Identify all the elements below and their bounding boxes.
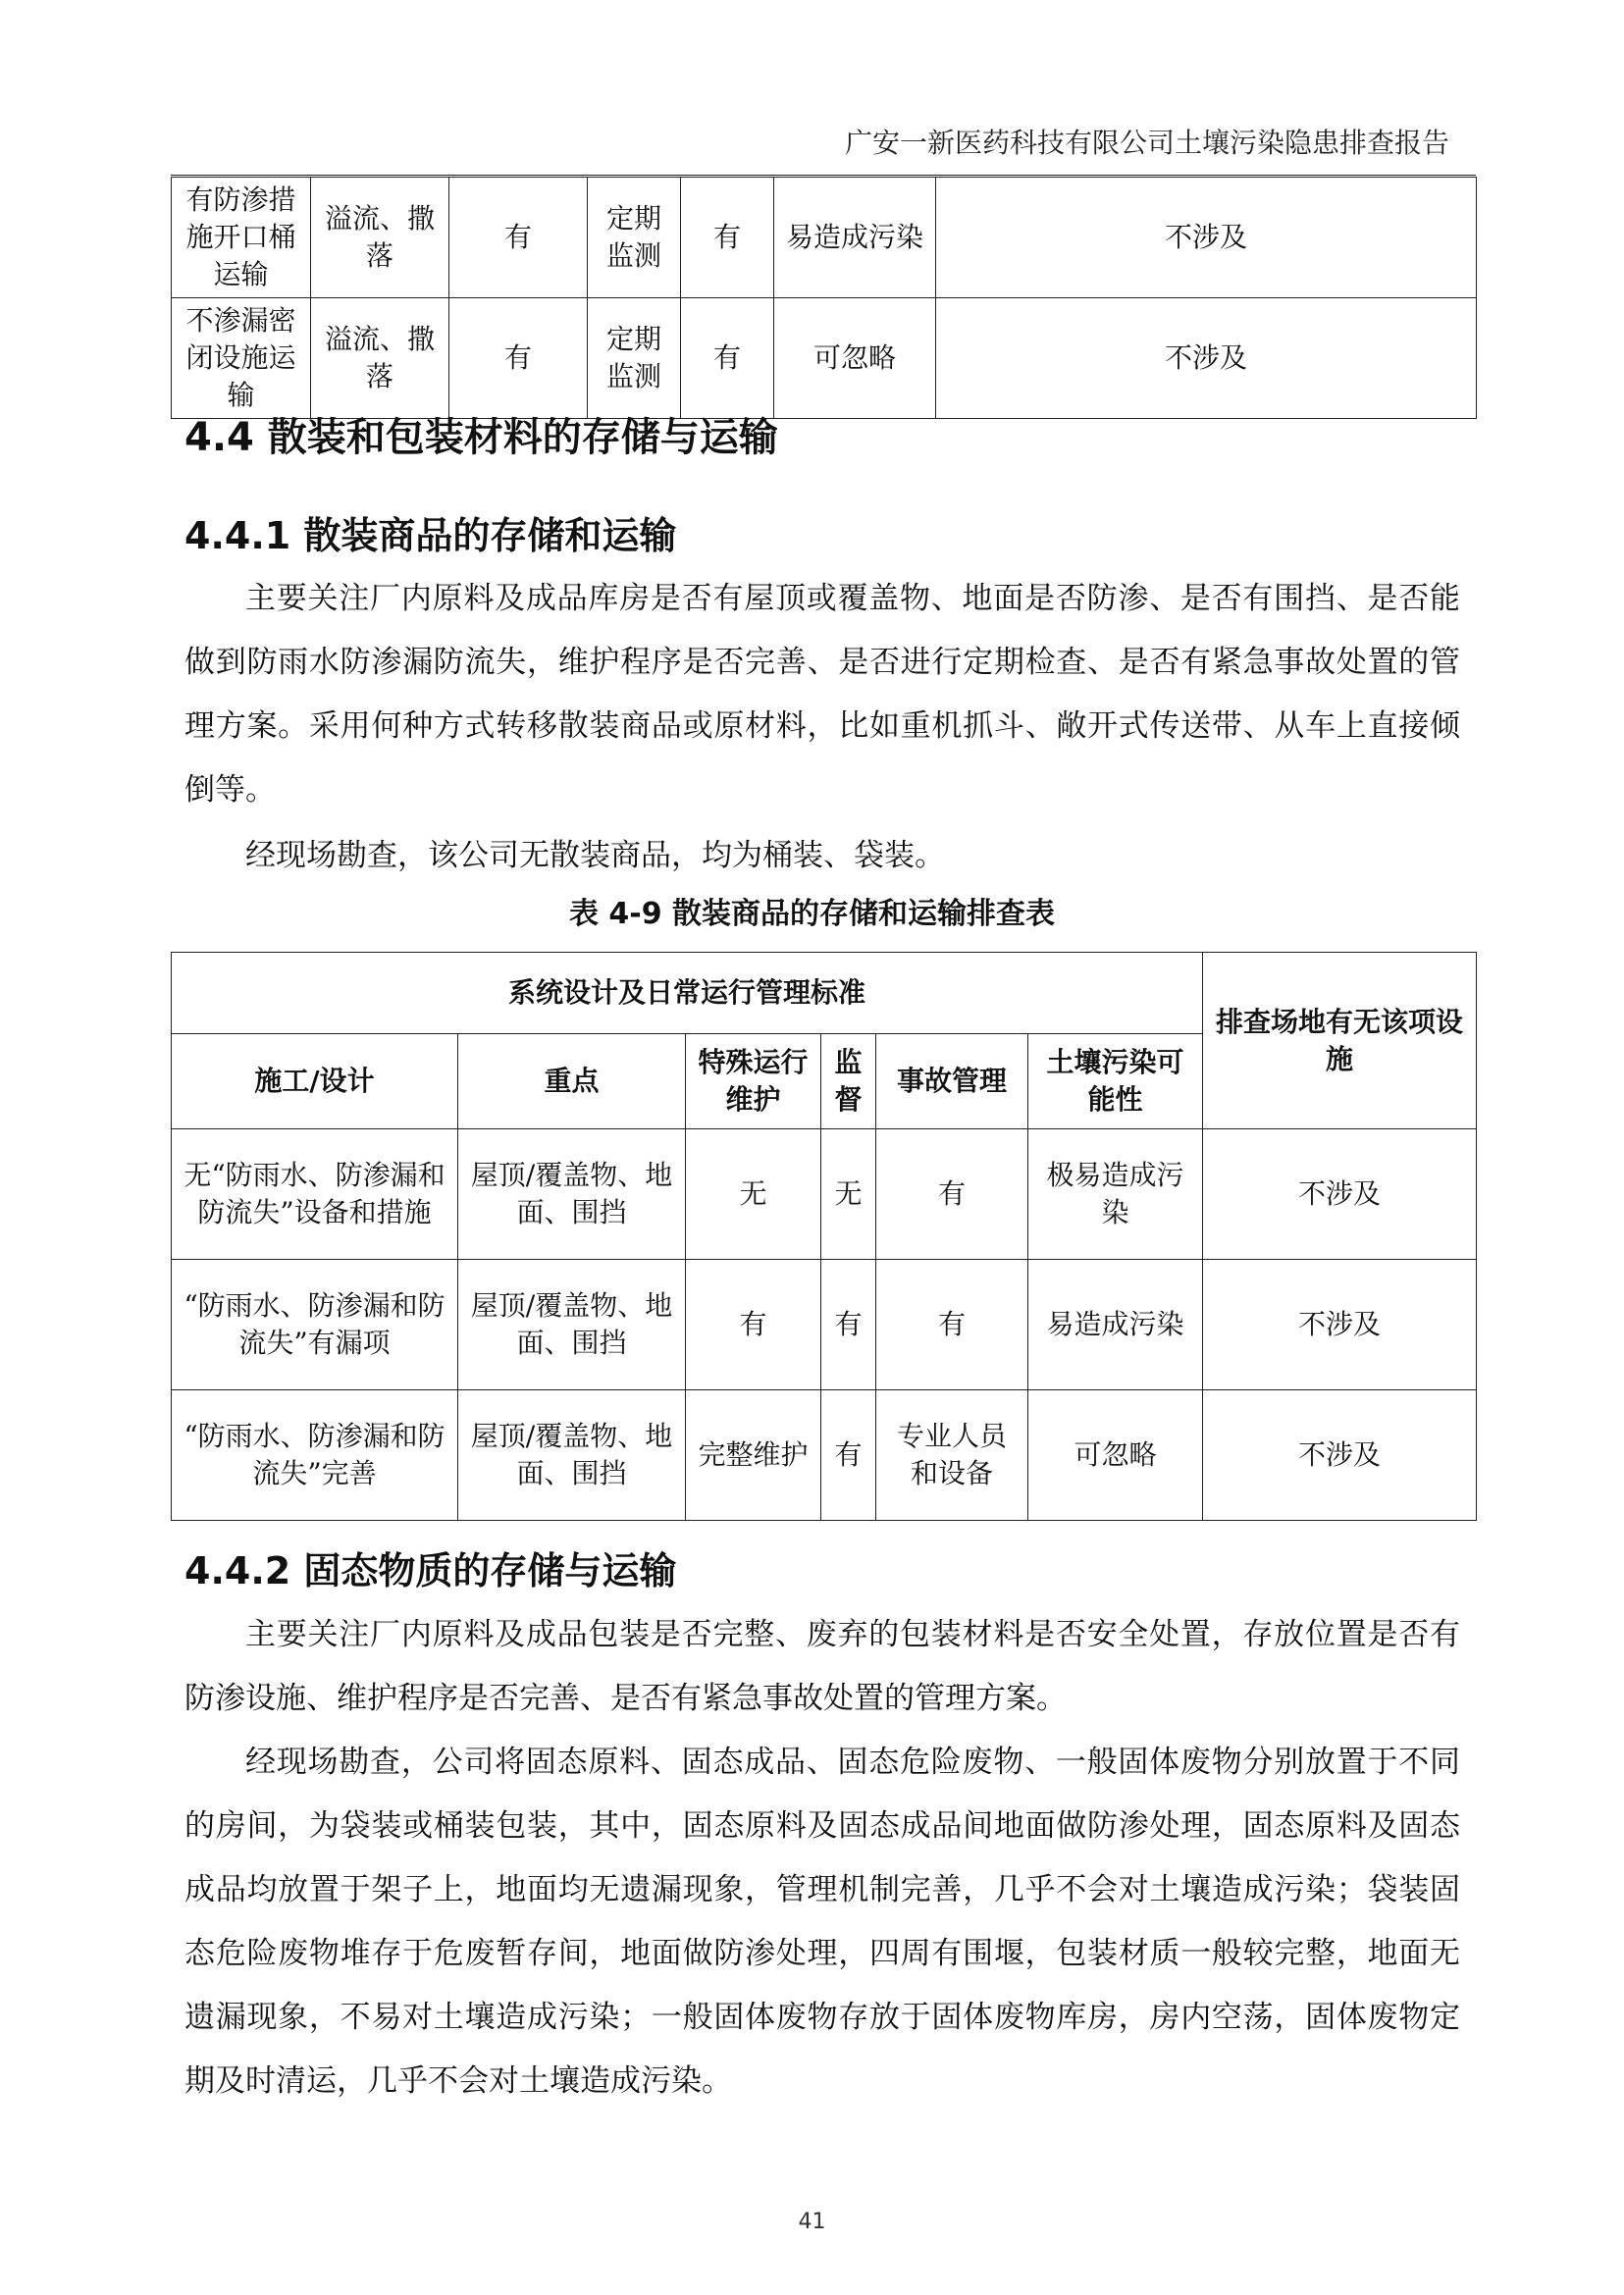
table-cell: 可忽略 <box>774 298 936 419</box>
table-header-cell: 重点 <box>458 1034 686 1129</box>
table-cell: 有 <box>876 1129 1028 1260</box>
table-cell: 完整维护 <box>686 1390 821 1521</box>
table-cell: 有 <box>449 298 588 419</box>
section-heading-4-4-2: 4.4.2 固态物质的存储与运输 <box>184 1549 677 1592</box>
table-header-cell: 排查场地有无该项设施 <box>1203 953 1477 1129</box>
table-cell: 不涉及 <box>1203 1129 1477 1260</box>
table-caption: 表 4-9 散装商品的存储和运输排查表 <box>568 897 1056 931</box>
table-cell: 不涉及 <box>1203 1260 1477 1390</box>
table-header-cell: 特殊运行维护 <box>686 1034 821 1129</box>
table-cell: 溢流、撒落 <box>311 298 449 419</box>
table-cell: 有 <box>821 1390 876 1521</box>
table-header-row <box>172 953 1477 1034</box>
table-row <box>172 178 1477 298</box>
header-divider <box>171 175 1476 176</box>
table-cell: 屋顶/覆盖物、地面、围挡 <box>458 1260 686 1390</box>
table-header-cell: 系统设计及日常运行管理标准 <box>172 953 1203 1034</box>
table-cell: 不渗漏密闭设施运输 <box>172 298 311 419</box>
paragraph: 主要关注厂内原料及成品包装是否完整、废弃的包装材料是否安全处置，存放位置是否有防渗设施、维护程序是否完善、是否有紧急事故处置的管理方案。 <box>184 1617 1460 1716</box>
table-cell: “防雨水、防渗漏和防流失”完善 <box>172 1390 458 1521</box>
table-cell: “防雨水、防渗漏和防流失”有漏项 <box>172 1260 458 1390</box>
table-header-cell: 事故管理 <box>876 1034 1028 1129</box>
table-cell: 溢流、撒落 <box>311 178 449 298</box>
table-cell: 无“防雨水、防渗漏和防流失”设备和措施 <box>172 1129 458 1260</box>
paragraph: 主要关注厂内原料及成品库房是否有屋顶或覆盖物、地面是否防渗、是否有围挡、是否能做到防雨水防渗漏防流失，维护程序是否完善、是否进行定期检查、是否有紧急事故处置的管理方案。采用何种方式转移散装商品或原材料，比如重机抓斗、敞开式传送带、从车上直接倾倒等。 <box>184 581 1460 808</box>
table-cell: 有防渗措施开口桶运输 <box>172 178 311 298</box>
table-cell: 有 <box>681 298 774 419</box>
paragraph: 经现场勘查，公司将固态原料、固态成品、固态危险废物、一般固体废物分别放置于不同的房间，为袋装或桶装包装，其中，固态原料及固态成品间地面做防渗处理，固态原料及固态成品均放置于架子上，地面均无遗漏现象，管理机制完善，几乎不会对土壤造成污染；袋装固态危险废物堆存于危废暂存间，地面做防渗处理，四周有围堰，包装材质一般较完整，地面无遗漏现象，不易对土壤造成污染；一般固体废物存放于固体废物库房，房内空荡，固体废物定期及时清运，几乎不会对土壤造成污染。 <box>184 1745 1460 2099</box>
table-4-9 <box>171 952 1477 1521</box>
table-header-cell: 土壤污染可能性 <box>1028 1034 1203 1129</box>
table-cell: 定期监测 <box>588 178 681 298</box>
table-cell: 有 <box>681 178 774 298</box>
table-cell: 专业人员和设备 <box>876 1390 1028 1521</box>
table-cell: 无 <box>821 1129 876 1260</box>
table-row <box>172 1129 1477 1260</box>
table-cell: 不涉及 <box>1203 1390 1477 1521</box>
table-cell: 屋顶/覆盖物、地面、围挡 <box>458 1390 686 1521</box>
table-header-cell: 施工/设计 <box>172 1034 458 1129</box>
section-heading-4-4: 4.4 散装和包装材料的存储与运输 <box>184 415 778 460</box>
table-continued <box>171 177 1477 419</box>
table-cell: 屋顶/覆盖物、地面、围挡 <box>458 1129 686 1260</box>
table-row <box>172 1390 1477 1521</box>
table-cell: 有 <box>821 1260 876 1390</box>
table-cell: 不涉及 <box>936 178 1477 298</box>
table-cell: 可忽略 <box>1028 1390 1203 1521</box>
table-cell: 易造成污染 <box>774 178 936 298</box>
table-cell: 有 <box>876 1260 1028 1390</box>
table-cell: 无 <box>686 1129 821 1260</box>
page-number: 41 <box>798 2210 826 2234</box>
table-cell: 有 <box>449 178 588 298</box>
section-heading-4-4-1: 4.4.1 散装商品的存储和运输 <box>184 514 677 557</box>
page-header-title: 广安一新医药科技有限公司土壤污染隐患排查报告 <box>844 127 1449 159</box>
table-cell: 不涉及 <box>936 298 1477 419</box>
table-cell: 有 <box>686 1260 821 1390</box>
table-header-cell: 监督 <box>821 1034 876 1129</box>
table-cell: 极易造成污染 <box>1028 1129 1203 1260</box>
table-row <box>172 298 1477 419</box>
paragraph: 经现场勘查，该公司无散装商品，均为桶装、袋装。 <box>245 838 945 873</box>
table-cell: 易造成污染 <box>1028 1260 1203 1390</box>
table-row <box>172 1260 1477 1390</box>
table-cell: 定期监测 <box>588 298 681 419</box>
